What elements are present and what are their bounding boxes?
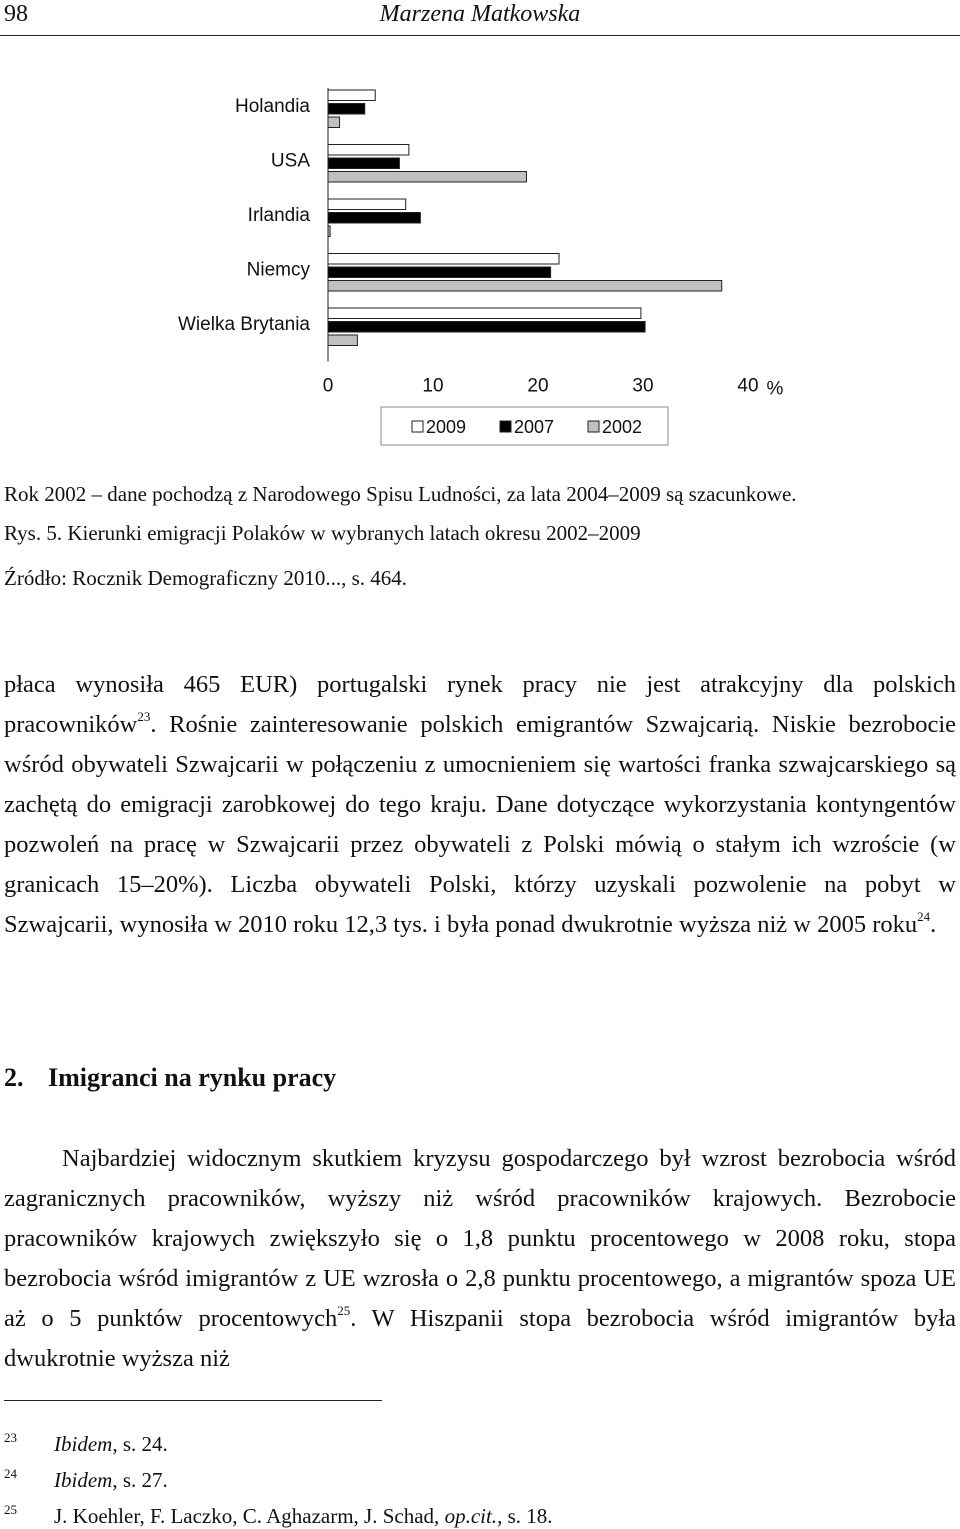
emigration-bar-chart: [0, 80, 960, 460]
footnote-ref-23: 23: [137, 709, 151, 724]
bar-niemcy-2009: [328, 254, 559, 265]
bar-niemcy-2007: [328, 267, 551, 278]
legend-swatch-2007: [500, 421, 511, 432]
footnote-25: 25 J. Koehler, F. Laczko, C. Aghazarm, J. Schad, op.cit., s. 18.: [4, 1502, 553, 1528]
bar-holandia-2007: [328, 104, 365, 115]
x-tick-label-10: 10: [422, 375, 444, 397]
category-label-usa: USA: [270, 150, 310, 172]
category-label-holandia: Holandia: [235, 96, 310, 117]
figure-source: Źródło: Rocznik Demograficzny 2010..., s. 464.: [4, 566, 407, 590]
paragraph-immigrants: Najbardziej widocznym skutkiem kryzysu gospodarczego był wzrost bezrobocia wśród zagranicznych pracowników, wyższy niż wśród pracowników krajowych. Bezrobocie pracowników krajowych zwiększyło się o 1,8 punktu procentowego w 2008 roku, stopa bezrobocia wśród imigrantów z UE wzrosła o 2,8 punktu procentowego, a migrantów spoza UE aż o 5 punktów procentowych$^{25}$. W Hiszpanii stopa bezrobocia wśród imigrantów była dwukrotnie wyższa niż: [4, 1145, 957, 1372]
section-title: Imigranci na rynku pracy: [48, 1063, 337, 1092]
legend-label-2007: 2007: [514, 417, 555, 437]
bar-usa-2007: [328, 158, 399, 169]
bar-holandia-2002: [328, 117, 340, 128]
bar-wielka-brytania-2009: [328, 308, 641, 319]
footnote-ref-24: 24: [917, 909, 931, 924]
x-tick-label-40: 40: [737, 375, 759, 397]
running-title: Marzena Matkowska: [379, 1, 581, 27]
bar-niemcy-2002: [328, 281, 722, 292]
category-label-niemcy: Niemcy: [246, 259, 310, 281]
bar-wielka-brytania-2007: [328, 322, 645, 333]
page-header: [0, 0, 960, 38]
bar-irlandia-2009: [328, 199, 406, 210]
bar-usa-2009: [328, 145, 409, 156]
legend-swatch-2009: [412, 421, 423, 432]
x-tick-label-20: 20: [527, 375, 549, 397]
category-label-wielka-brytania: Wielka Brytania: [178, 314, 310, 335]
section-number: 2.: [4, 1063, 24, 1092]
header-rule: [0, 35, 960, 36]
bar-irlandia-2007: [328, 213, 420, 224]
legend-label-2009: 2009: [426, 417, 467, 437]
legend-swatch-2002: [588, 421, 599, 432]
category-label-irlandia: Irlandia: [247, 205, 310, 226]
x-tick-label-0: 0: [322, 375, 334, 397]
footnote-ref-25: 25: [337, 1303, 351, 1318]
page-number: 98: [4, 1, 28, 27]
x-tick-label-30: 30: [632, 375, 654, 397]
section-heading: [4, 1063, 336, 1093]
legend-label-2002: 2002: [602, 417, 643, 437]
x-unit-label: %: [766, 378, 784, 400]
footnote-separator: [4, 1400, 382, 1401]
bar-usa-2002: [328, 172, 526, 183]
bar-wielka-brytania-2002: [328, 335, 357, 346]
chart-note: Rok 2002 – dane pochodzą z Narodowego Spisu Ludności, za lata 2004–2009 są szacunkowe.: [4, 482, 797, 506]
figure-title: Rys. 5. Kierunki emigracji Polaków w wybranych latach okresu 2002–2009: [4, 521, 641, 545]
paragraph-switzerland: płaca wynosiła 465 EUR) portugalski rynek pracy nie jest atrakcyjny dla polskich pracowników$^{23}$. Rośnie zainteresowanie polskich emigrantów Szwajcarią. Niskie bezrobocie wśród obywateli Szwajcarii w połączeniu z umocnieniem się wartości franka szwajcarskiego są zachętą do emigracji zarobkowej do tego kraju. Dane dotyczące wykorzystania kontyngentów pozwoleń na pracę w Szwajcarii przez obywateli z Polski mówią o stałym ich wzroście (w granicach 15–20%). Liczba obywateli Polski, którzy uzyskali pozwolenie na pobyt w Szwajcarii, wynosiła w 2010 roku 12,3 tys. i była ponad dwukrotnie wyższa niż w 2005 roku$^{24}$.: [4, 671, 956, 938]
bar-irlandia-2002: [328, 226, 330, 237]
bar-holandia-2009: [328, 90, 375, 101]
footnote-24: 24 Ibidem, s. 27.: [4, 1466, 168, 1492]
footnote-23: 23 Ibidem, s. 24.: [4, 1430, 168, 1456]
